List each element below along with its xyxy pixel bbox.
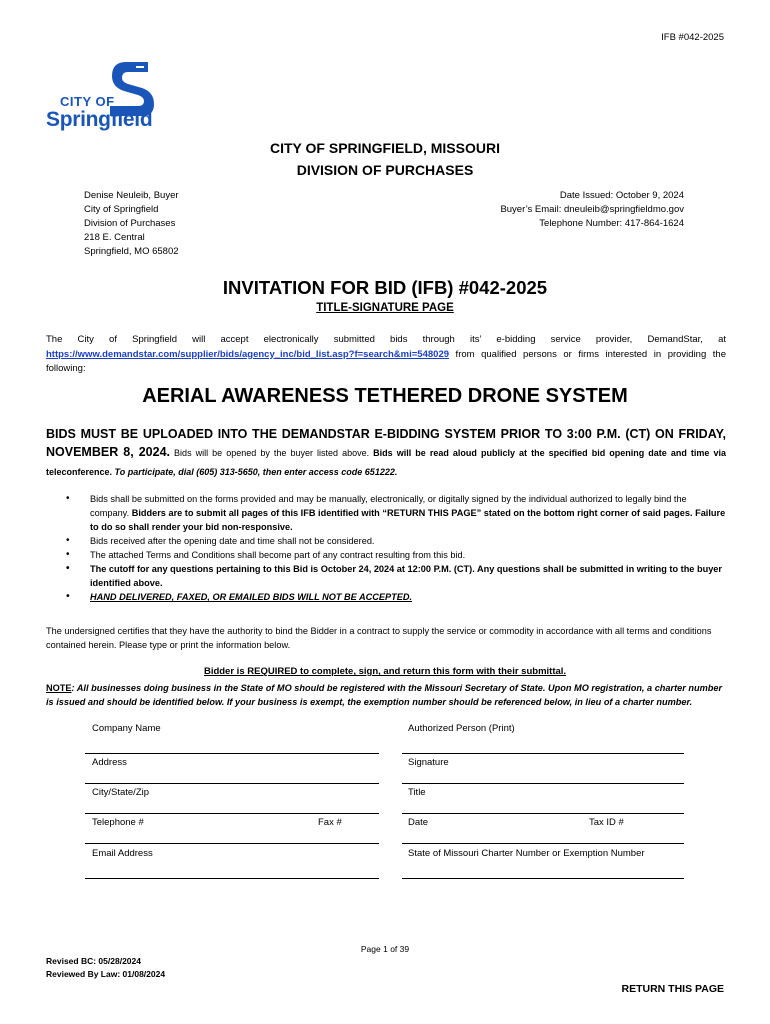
reviewed-date: Reviewed By Law: 01/08/2024 (46, 969, 166, 979)
intro-text-after: from qualified persons or firms interested in providing the following: (46, 348, 726, 374)
address-line: Denise Neuleib, Buyer (84, 190, 179, 201)
title-label: Title (408, 787, 426, 798)
certify-paragraph: The undersigned certifies that they have the authority to bind the Bidder in a contract to supply the service or commodity in accordance with all terms and conditions contained herein. Please type or print the information below. (46, 626, 712, 650)
city-state-zip-field[interactable] (85, 813, 379, 814)
page-number: Page 1 of 39 (360, 944, 410, 954)
address-line: Division of Purchases (84, 218, 176, 229)
title-field[interactable] (402, 813, 684, 814)
return-this-page: RETURN THIS PAGE (621, 983, 724, 995)
revised-date: Revised BC: 05/28/2024 (46, 956, 141, 966)
fax-label: Fax # (318, 817, 342, 828)
authorized-person-label: Authorized Person (Print) (408, 723, 515, 734)
subtitle: TITLE-SIGNATURE PAGE (316, 302, 454, 314)
company-name-field[interactable] (85, 753, 379, 754)
requirements-list (46, 492, 728, 604)
telephone-number: Telephone Number: 417-864-1624 (539, 218, 684, 229)
address-line: City of Springfield (84, 204, 159, 215)
tax-id-label: Tax ID # (589, 817, 624, 828)
intro-paragraph (46, 333, 726, 377)
charter-field[interactable] (402, 878, 684, 879)
company-name-label: Company Name (92, 723, 161, 734)
buyer-address-block (84, 189, 179, 259)
telephone-fax-field[interactable] (85, 843, 379, 844)
list-item (46, 492, 728, 534)
city-logo (44, 58, 164, 134)
main-title: INVITATION FOR BID (IFB) #042-2025 (222, 277, 548, 298)
deadline-normal: Bids will be opened by the buyer listed above. (170, 448, 374, 458)
logo-springfield: Springfield (46, 108, 153, 131)
list-item (46, 548, 728, 562)
bullet-text: The attached Terms and Conditions shall become part of any contract resulting from this bid. (90, 550, 466, 560)
email-label: Email Address (92, 848, 153, 859)
issue-info-block (500, 189, 684, 231)
buyer-email: Buyer’s Email: dneuleib@springfieldmo.gov (500, 204, 684, 215)
required-notice: Bidder is REQUIRED to complete, sign, and return this form with their submittal. (203, 666, 567, 677)
note-label: NOTE (46, 683, 72, 693)
list-item (46, 534, 728, 548)
email-field[interactable] (85, 878, 379, 879)
deadline-read-aloud: Bids will be read aloud publicly at the specified bid opening date and time via teleconference. (46, 448, 726, 477)
intro-text-before: The City of Springfield will accept electronically submitted bids through its’ e-bidding service provider, DemandStar, at (46, 334, 726, 345)
charter-label: State of Missouri Charter Number or Exemption Number (408, 848, 645, 859)
bullet-text: Bids shall be submitted on the forms provided and may be manually, electronically, or digitally signed by the individual authorized to legally bind the company. (90, 494, 687, 518)
list-item (46, 590, 728, 604)
date-issued: Date Issued: October 9, 2024 (559, 190, 684, 201)
note-text: : All businesses doing business in the State of MO should be registered with the Missouri Secretary of State. Upon MO registration, a charter number is issued and should be identified below. If your business is exempt, the exemption number should be referenced below, in lieu of a charter number. (46, 683, 723, 707)
signature-field[interactable] (402, 783, 684, 784)
address-line: 218 E. Central (84, 232, 145, 243)
authorized-person-field[interactable] (402, 753, 684, 754)
date-taxid-field[interactable] (402, 843, 684, 844)
list-item (46, 562, 728, 590)
address-label: Address (92, 757, 127, 768)
bullet-text-bold: HAND DELIVERED, FAXED, OR EMAILED BIDS WILL NOT BE ACCEPTED. (90, 592, 413, 602)
deadline-paragraph (46, 425, 726, 481)
deadline-bold: BIDS MUST BE UPLOADED INTO THE DEMANDSTAR E-BIDDING SYSTEM PRIOR TO 3:00 P.M. (CT) ON FRIDAY, NOVEMBER 8, 2024. (46, 427, 726, 459)
demandstar-link[interactable]: https://www.demandstar.com/supplier/bids/agency_inc/bid_list.asp?f=search&mi=548029 (46, 348, 450, 360)
date-label: Date (408, 817, 429, 828)
signature-label: Signature (408, 757, 449, 768)
note-paragraph (46, 681, 728, 709)
bullet-text-bold: Bidders are to submit all pages of this IFB identified with “RETURN THIS PAGE” stated on the bottom right corner of said pages. Failure to do so shall render your bid non-responsive. (90, 508, 726, 532)
bullet-text-bold: The cutoff for any questions pertaining to this Bid is October 24, 2024 at 12:00 P.M. (CT). Any questions shall be submitted in writing to the buyer identified above. (90, 564, 722, 588)
deadline-teleconference: To participate, dial (605) 313-5650, then enter access code 651222. (114, 467, 398, 477)
city-state-zip-label: City/State/Zip (92, 787, 150, 798)
org-title: CITY OF SPRINGFIELD, MISSOURI (270, 140, 500, 156)
telephone-label: Telephone # (92, 817, 144, 828)
logo-city-of: CITY OF (60, 94, 115, 109)
bullet-text: Bids received after the opening date and time shall not be considered. (90, 536, 375, 546)
org-division: DIVISION OF PURCHASES (296, 162, 474, 178)
project-title: AERIAL AWARENESS TETHERED DRONE SYSTEM (142, 385, 628, 407)
address-field[interactable] (85, 783, 379, 784)
ifb-number-header: IFB #042-2025 (661, 32, 724, 43)
address-line: Springfield, MO 65802 (84, 246, 179, 257)
